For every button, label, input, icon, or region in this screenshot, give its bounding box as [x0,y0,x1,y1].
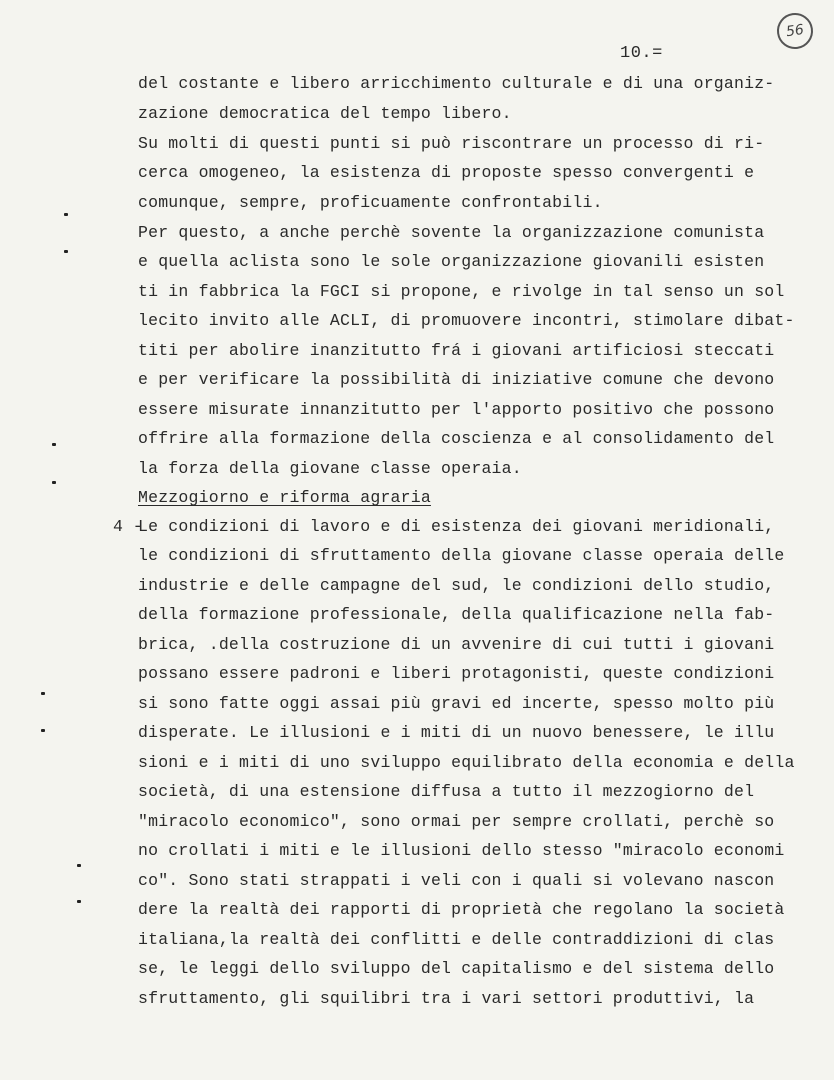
margin-mark [64,250,68,253]
page-number: 10.= [620,44,663,63]
text-line: offrire alla formazione della coscienza e al consolidamento del [138,429,775,448]
text-line: del costante e libero arricchimento culturale e di una organiz- [138,74,775,93]
text-line: sfruttamento, gli squilibri tra i vari settori produttivi, la [138,989,755,1008]
text-line: no crollati i miti e le illusioni dello stesso "miracolo economi [138,841,785,860]
section-heading: Mezzogiorno e riforma agraria [138,488,431,507]
text-line: disperate. Le illusioni e i miti di un nuovo benessere, le illu [138,723,775,742]
text-line: possano essere padroni e liberi protagonisti, queste condizioni [138,664,775,683]
text-line: lecito invito alle ACLI, di promuovere incontri, stimolare dibat- [138,311,795,330]
margin-mark [52,481,56,484]
margin-mark [41,692,45,695]
text-line: "miracolo economico", sono ormai per sempre crollati, perchè so [138,812,775,831]
text-line: le condizioni di sfruttamento della giovane classe operaia delle [138,546,785,565]
text-line: società, di una estensione diffusa a tutto il mezzogiorno del [138,782,755,801]
margin-mark [52,443,56,446]
text-line: se, le leggi dello sviluppo del capitalismo e del sistema dello [138,959,775,978]
text-line: zazione democratica del tempo libero. [138,104,512,123]
text-line: sioni e i miti di uno sviluppo equilibrato della economia e della [138,753,795,772]
text-line: si sono fatte oggi assai più gravi ed incerte, spesso molto più [138,694,775,713]
text-line: brica, .della costruzione di un avvenire di cui tutti i giovani [138,635,775,654]
margin-mark [77,900,81,903]
margin-mark [77,864,81,867]
text-line: industrie e delle campagne del sud, le condizioni dello studio, [138,576,775,595]
text-line: e per verificare la possibilità di iniziative comune che devono [138,370,775,389]
text-line: Per questo, a anche perchè sovente la organizzazione comunista [138,223,765,242]
text-line: comunque, sempre, proficuamente confrontabili. [138,193,603,212]
text-line: Le condizioni di lavoro e di esistenza dei giovani meridionali, [138,517,775,536]
text-line: cerca omogeneo, la esistenza di proposte spesso convergenti e [138,163,755,182]
text-line: titi per abolire inanzitutto frá i giovani artificiosi steccati [138,341,775,360]
margin-mark [64,213,68,216]
text-line: Su molti di questi punti si può riscontrare un processo di ri- [138,134,765,153]
text-line: co". Sono stati strappati i veli con i quali si volevano nascon [138,871,775,890]
page-stamp: 56 [775,11,816,52]
margin-mark [41,729,45,732]
text-line: italiana,la realtà dei conflitti e delle contraddizioni di clas [138,930,775,949]
text-line: essere misurate innanzitutto per l'apporto positivo che possono [138,400,775,419]
text-line: la forza della giovane classe operaia. [138,459,522,478]
text-line: ti in fabbrica la FGCI si propone, e rivolge in tal senso un sol [138,282,785,301]
text-line: e quella aclista sono le sole organizzazione giovanili esisten [138,252,765,271]
section-number: 4 - [113,517,143,536]
text-line: della formazione professionale, della qualificazione nella fab- [138,605,775,624]
text-line: dere la realtà dei rapporti di proprietà che regolano la società [138,900,785,919]
